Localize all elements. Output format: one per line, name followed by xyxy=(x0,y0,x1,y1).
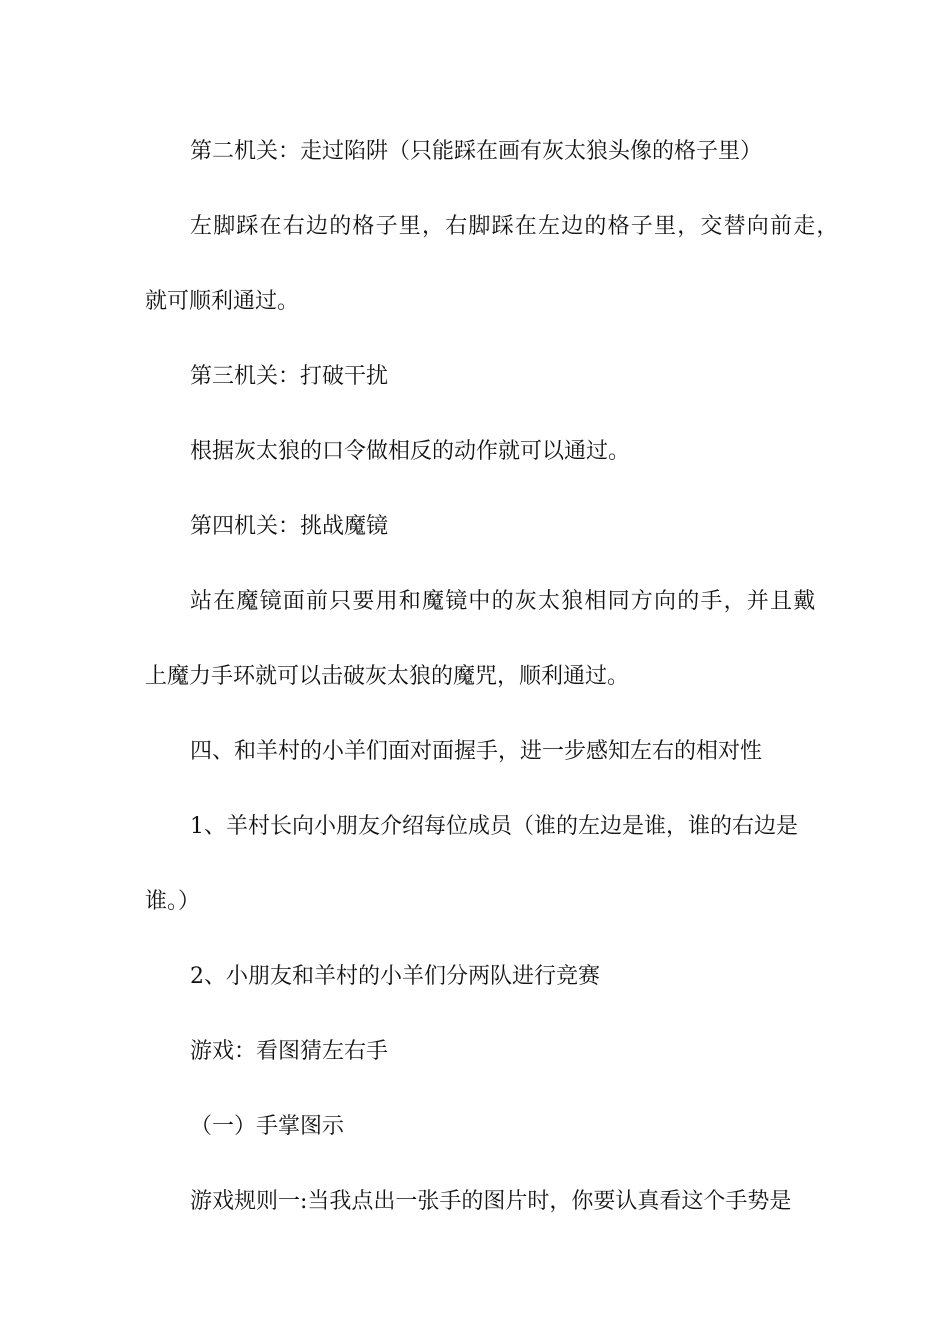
paragraph-level-2-text-line-2: 就可顺利通过。 xyxy=(145,289,300,314)
paragraph-level-2-heading: 第二机关：走过陷阱（只能踩在画有灰太狼头像的格子里） xyxy=(190,139,763,164)
paragraph-level-4-text-line-1: 站在魔镜面前只要用和魔镜中的灰太狼相同方向的手，并且戴 xyxy=(190,589,817,614)
step-one-line-2: 谁。） xyxy=(145,889,201,914)
paragraph-level-3-text: 根据灰太狼的口令做相反的动作就可以通过。 xyxy=(190,439,631,464)
game-rule-one: 游戏规则一:当我点出一张手的图片时，你要认真看这个手势是 xyxy=(190,1189,792,1214)
game-title: 游戏：看图猜左右手 xyxy=(190,1039,389,1064)
paragraph-level-4-text-line-2: 上魔力手环就可以击破灰太狼的魔咒，顺利通过。 xyxy=(145,664,630,689)
step-two: 2、小朋友和羊村的小羊们分两队进行竞赛 xyxy=(190,964,600,989)
subsection-palm-diagram: （一）手掌图示 xyxy=(190,1114,345,1139)
paragraph-level-4-heading: 第四机关：挑战魔镜 xyxy=(190,514,389,539)
step-one-line-1: 1、羊村长向小朋友介绍每位成员（谁的左边是谁，谁的右边是 xyxy=(190,814,798,839)
paragraph-level-2-text-line-1: 左脚踩在右边的格子里，右脚踩在左边的格子里，交替向前走， xyxy=(190,214,840,239)
paragraph-level-3-heading: 第三机关：打破干扰 xyxy=(190,364,389,389)
section-four-heading: 四、和羊村的小羊们面对面握手，进一步感知左右的相对性 xyxy=(190,739,763,764)
